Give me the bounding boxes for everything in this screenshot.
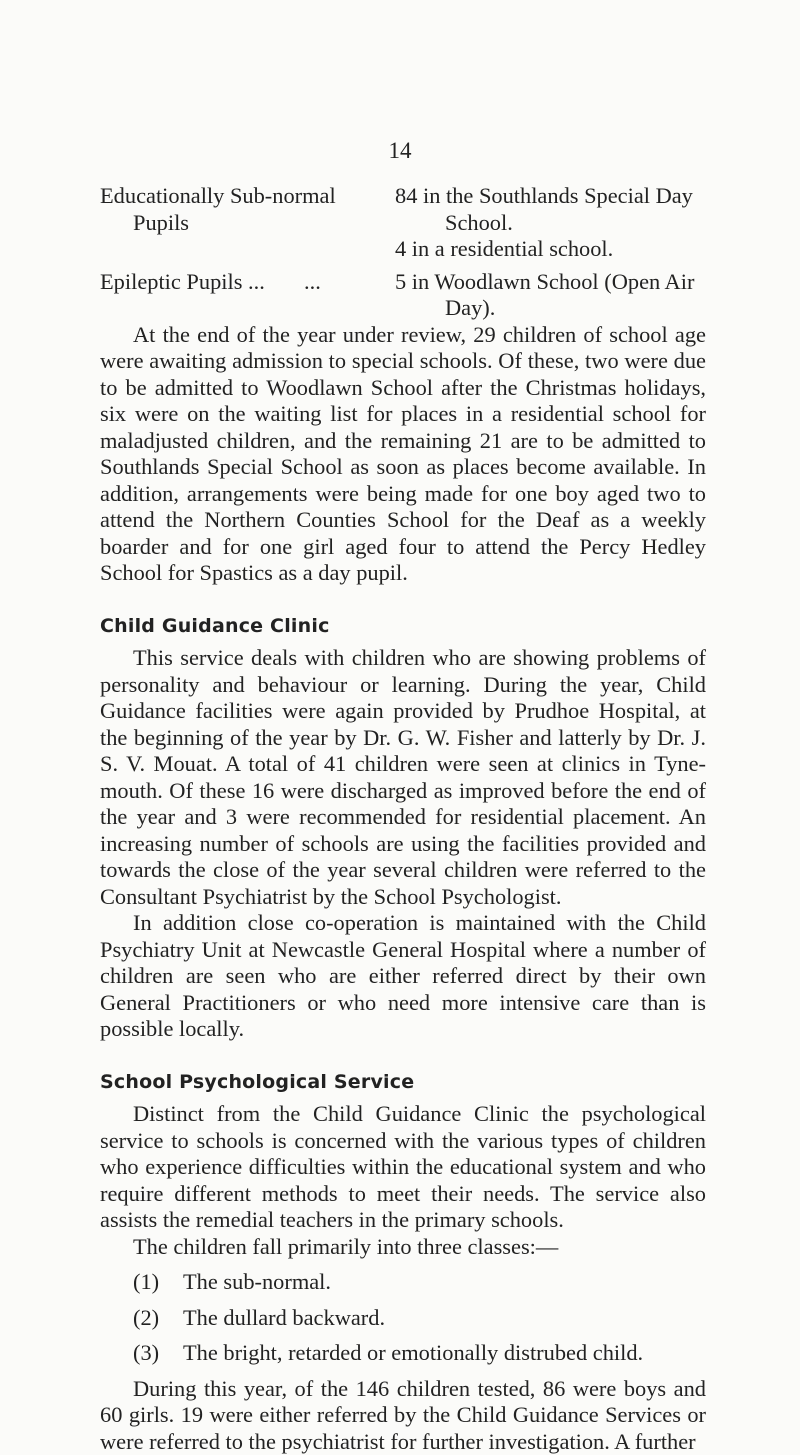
allocation-label <box>100 183 395 263</box>
allocation-label-line: Epileptic Pupils ... ... <box>100 269 395 296</box>
allocation-value <box>395 269 706 322</box>
list-item-number: (1) <box>133 1269 183 1296</box>
paragraph: This service deals with children who are showing problems of personality and behaviour or learning. During the year, Child Guidance facilities were again provided by Prudhoe Hospital, at the beginning of the year by Dr. G. W. Fisher and latterly by Dr. J. S. V. Mouat. A total of 41 children were seen at clinics in Tyne-mouth. Of these 16 were discharged as improved before the end of the year and 3 were recommended for residential placement. An increasing number of schools are using the facilities provided and towards the close of the year several children were referred to the Consultant Psychiatrist by the School Psychologist. <box>100 645 706 910</box>
allocation-value <box>395 183 706 263</box>
allocation-row <box>100 183 706 263</box>
paragraph: Distinct from the Child Guidance Clinic the psychological service to schools is concerned with the various types of children who experience difficulties within the educational system and who require different methods to meet their needs. The service also assists the remedial teachers in the primary schools. <box>100 1101 706 1234</box>
list-item-number: (2) <box>133 1305 183 1332</box>
page-number: 14 <box>0 138 800 164</box>
intro-paragraph: At the end of the year under review, 29 children of school age were awaiting admission to special schools. Of these, two were due to be admitted to Woodlawn School after the Christmas holidays, six were on the waiting list for places in a residential school for maladjusted children, and the remaining 21 are to be admitted to Southlands Special School as soon as places become available. In addition, arrangements were being made for one boy aged two to attend the Northern Counties School for the Deaf as a weekly boarder and for one girl aged four to attend the Percy Hedley School for Spastics as a day pupil. <box>100 322 706 587</box>
list-item <box>100 1340 706 1367</box>
closing-paragraph: During this year, of the 146 children tested, 86 were boys and 60 girls. 19 were either referred by the Child Guidance Services or were referred to the psychiatrist for further investigation. A further <box>100 1376 706 1455</box>
list-item-text: The sub-normal. <box>183 1269 331 1296</box>
allocation-value-line: School. <box>395 210 706 237</box>
allocation-value-line: 5 in Woodlawn School (Open Air <box>395 269 706 296</box>
list-item <box>100 1269 706 1296</box>
paragraph: The children fall primarily into three classes:— <box>100 1234 706 1261</box>
allocation-value-line: Day). <box>395 295 706 322</box>
allocation-label-line: Pupils <box>100 210 395 237</box>
list-item-text: The dullard backward. <box>183 1305 385 1332</box>
allocation-value-line: 84 in the Southlands Special Day <box>395 183 706 210</box>
page-content <box>100 183 706 1455</box>
classes-list <box>100 1269 706 1367</box>
allocation-label-line: Educationally Sub-normal <box>100 183 395 210</box>
allocation-row <box>100 269 706 322</box>
list-item-text: The bright, retarded or emotionally distrubed child. <box>183 1340 643 1367</box>
allocation-label <box>100 269 395 322</box>
section-heading-psychological-service: School Psychological Service <box>100 1069 706 1096</box>
list-item <box>100 1305 706 1332</box>
section-heading-child-guidance: Child Guidance Clinic <box>100 613 706 640</box>
paragraph: In addition close co-operation is maintained with the Child Psychiatry Unit at Newcastle General Hospital where a number of children are seen who are either referred direct by their own General Practitioners or who need more intensive care than is possible locally. <box>100 910 706 1043</box>
allocation-value-line: 4 in a residential school. <box>395 236 706 263</box>
list-item-number: (3) <box>133 1340 183 1367</box>
